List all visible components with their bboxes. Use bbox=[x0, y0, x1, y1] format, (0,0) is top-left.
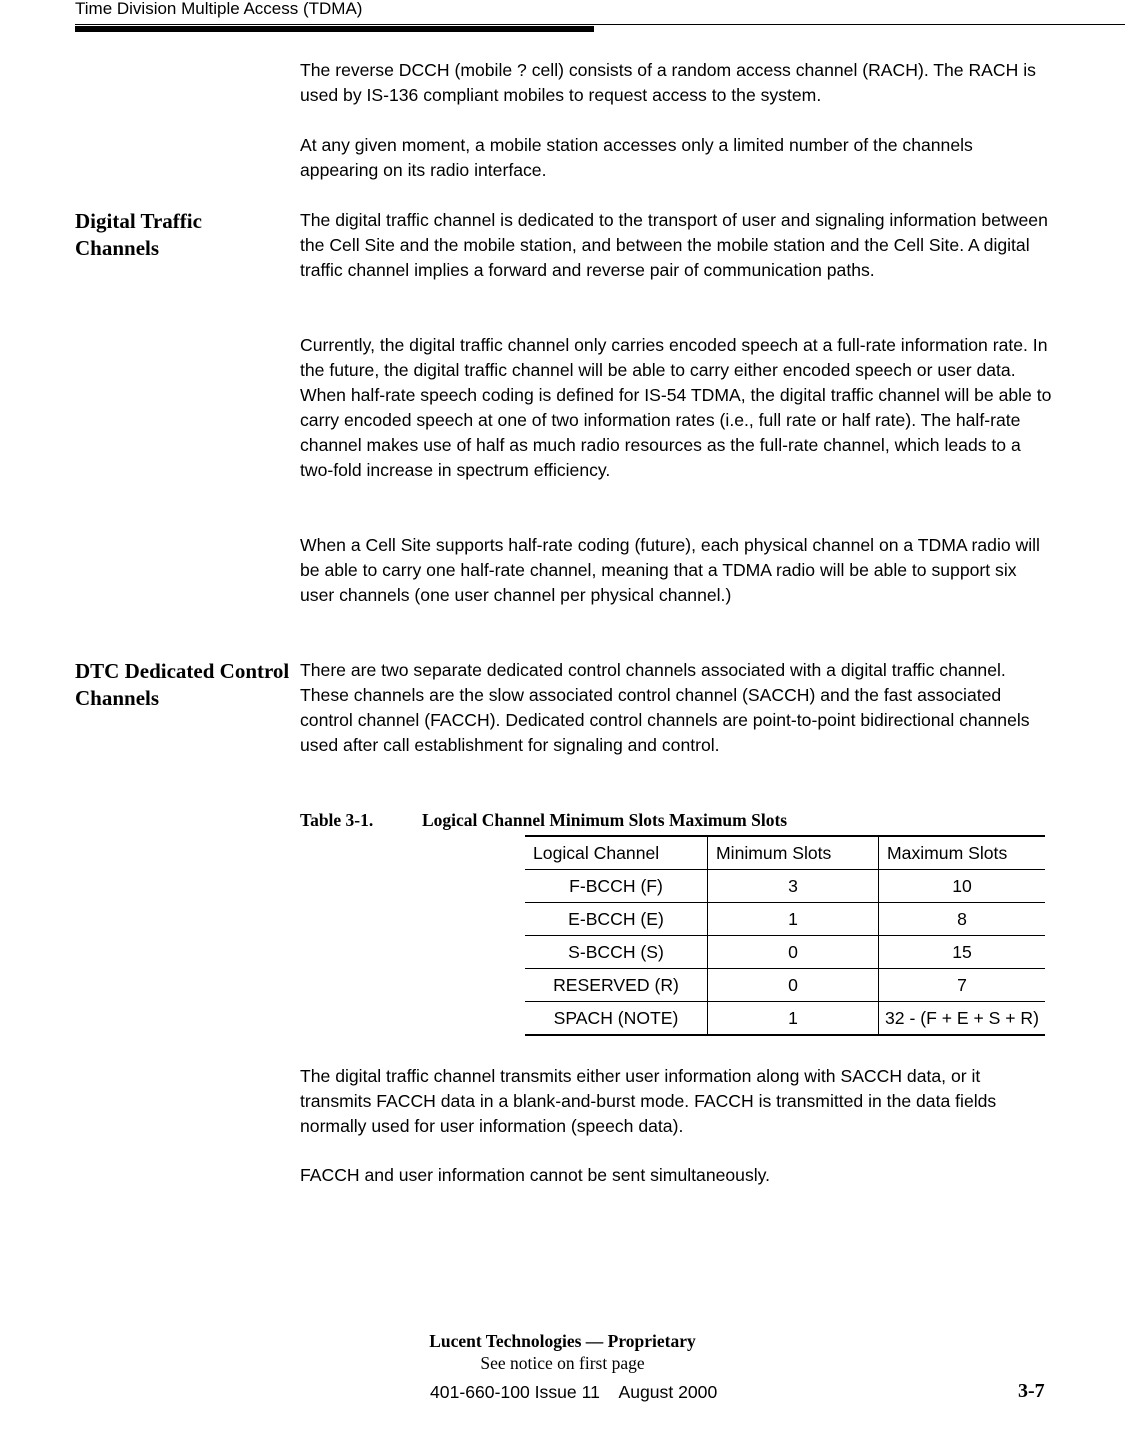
cell-maximum-slots: 7 bbox=[879, 969, 1046, 1002]
paragraph-full-rate: Currently, the digital traffic channel only carries encoded speech at a full-rate information rate. In the future, the digital traffic channel will be able to carry either encoded speech or user data. When half-rate speech coding is defined for IS-54 TDMA, the digital traffic channel will be able to carry encoded speech at one of two information rates (i.e., full rate or half rate). The half-rate channel makes use of half as much radio resources as the full-rate channel, which leads to a two-fold increase in spectrum efficiency. bbox=[300, 335, 1052, 480]
page-number: 3-7 bbox=[1018, 1380, 1045, 1402]
header-bar bbox=[75, 26, 594, 32]
header-rule bbox=[75, 24, 1125, 25]
table-caption bbox=[300, 808, 787, 832]
table-header-row bbox=[525, 836, 1045, 870]
cell-minimum-slots: 1 bbox=[708, 903, 879, 936]
column-header-maximum-slots: Maximum Slots bbox=[879, 836, 1046, 870]
cell-logical-channel: S-BCCH (S) bbox=[525, 936, 708, 969]
cell-logical-channel: E-BCCH (E) bbox=[525, 903, 708, 936]
running-header-title: Time Division Multiple Access (TDMA) bbox=[75, 0, 363, 18]
table-row bbox=[525, 936, 1045, 969]
column-header-logical-channel: Logical Channel bbox=[525, 836, 708, 870]
footer-company: Lucent Technologies — Proprietary bbox=[429, 1331, 696, 1351]
table-row bbox=[525, 1002, 1045, 1036]
side-heading-dtc-dedicated-control-channels: DTC Dedicated Control Channels bbox=[75, 659, 290, 710]
cell-maximum-slots: 10 bbox=[879, 870, 1046, 903]
cell-logical-channel: F-BCCH (F) bbox=[525, 870, 708, 903]
cell-minimum-slots: 0 bbox=[708, 969, 879, 1002]
cell-maximum-slots: 32 - (F + E + S + R) bbox=[879, 1002, 1046, 1036]
cell-logical-channel: SPACH (NOTE) bbox=[525, 1002, 708, 1036]
cell-minimum-slots: 1 bbox=[708, 1002, 879, 1036]
side-heading-digital-traffic-channels: Digital Traffic Channels bbox=[75, 209, 202, 260]
logical-channel-slots-table bbox=[525, 835, 1045, 1036]
cell-maximum-slots: 15 bbox=[879, 936, 1046, 969]
cell-minimum-slots: 3 bbox=[708, 870, 879, 903]
paragraph-rach: The reverse DCCH (mobile ? cell) consists of a random access channel (RACH). The RACH is used by IS-136 compliant mobiles to request access to the system. bbox=[300, 60, 1036, 105]
footer-document-info: 401-660-100 Issue 11 August 2000 bbox=[430, 1382, 718, 1402]
paragraph-half-rate: When a Cell Site supports half-rate coding (future), each physical channel on a TDMA radio will be able to carry one half-rate channel, meaning that a TDMA radio will be able to support six user channels (one user channel per physical channel.) bbox=[300, 535, 1040, 605]
footer-notice: See notice on first page bbox=[480, 1353, 645, 1373]
column-header-minimum-slots: Minimum Slots bbox=[708, 836, 879, 870]
paragraph-access: At any given moment, a mobile station accesses only a limited number of the channels appearing on its radio interface. bbox=[300, 135, 973, 180]
table-row bbox=[525, 903, 1045, 936]
cell-minimum-slots: 0 bbox=[708, 936, 879, 969]
paragraph-transmits: The digital traffic channel transmits either user information along with SACCH data, or it transmits FACCH data in a blank-and-burst mode. FACCH is transmitted in the data fields normally used for user information (speech data). bbox=[300, 1066, 997, 1136]
table-row bbox=[525, 870, 1045, 903]
table-row bbox=[525, 969, 1045, 1002]
paragraph-facch: FACCH and user information cannot be sent simultaneously. bbox=[300, 1165, 771, 1185]
paragraph-dtc-definition: The digital traffic channel is dedicated to the transport of user and signaling information between the Cell Site and the mobile station, and between the mobile station and the Cell Site. A digital traffic channel implies a forward and reverse pair of communication paths. bbox=[300, 210, 1048, 280]
cell-logical-channel: RESERVED (R) bbox=[525, 969, 708, 1002]
paragraph-dedicated-control: There are two separate dedicated control channels associated with a digital traffic channel. These channels are the slow associated control channel (SACCH) and the fast associated control channel (FACCH). Dedicated control channels are point-to-point bidirectional channels used after call establishment for signaling and control. bbox=[300, 660, 1030, 755]
table-caption-number: Table 3-1. bbox=[300, 810, 374, 830]
table-caption-title: Logical Channel Minimum Slots Maximum Slots bbox=[422, 810, 788, 830]
cell-maximum-slots: 8 bbox=[879, 903, 1046, 936]
